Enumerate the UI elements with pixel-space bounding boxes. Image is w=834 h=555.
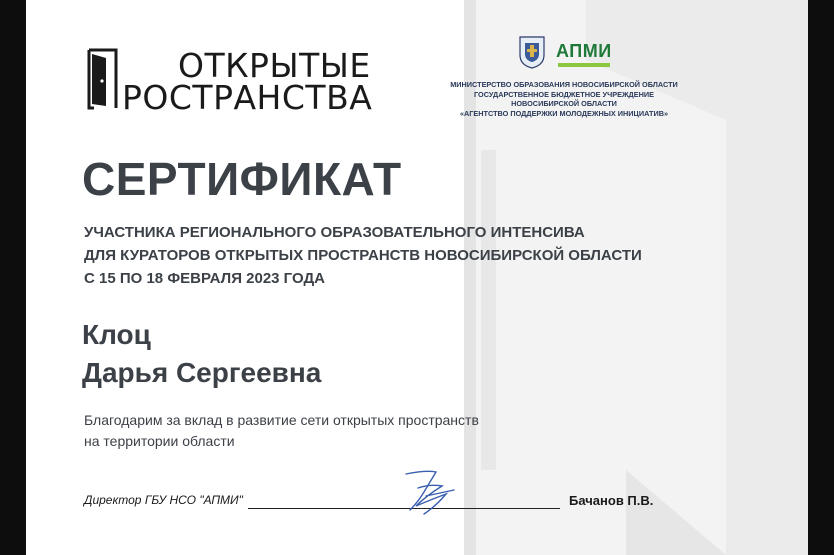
ministry-line: ГОСУДАРСТВЕННОЕ БЮДЖЕТНОЕ УЧРЕЖДЕНИЕ bbox=[474, 89, 654, 99]
frame-left bbox=[0, 0, 26, 555]
thanks-text bbox=[84, 410, 479, 452]
logo-open-spaces-line2: РОСТРАНСТВА bbox=[122, 78, 373, 117]
thanks-line: на территории области bbox=[84, 433, 235, 449]
coat-of-arms-icon bbox=[516, 35, 548, 69]
logo-open-spaces-line1: ОТКРЫТЫЕ bbox=[178, 46, 371, 85]
ministry-line: НОВОСИБИРСКОЙ ОБЛАСТИ bbox=[511, 99, 617, 109]
certificate-title: СЕРТИФИКАТ bbox=[82, 153, 402, 205]
apmi-wordmark: АПМИ bbox=[556, 41, 612, 61]
recipient-given-names: Дарья Сергеевна bbox=[82, 357, 322, 388]
certificate-subtitle bbox=[84, 221, 642, 290]
subtitle-line: УЧАСТНИКА РЕГИОНАЛЬНОГО ОБРАЗОВАТЕЛЬНОГО ИНТЕНСИВА bbox=[84, 224, 585, 241]
handwritten-signature bbox=[396, 466, 466, 518]
apmi-accent-bar bbox=[558, 63, 610, 67]
ministry-header bbox=[426, 80, 702, 118]
logo-open-spaces bbox=[86, 44, 386, 117]
signer-position: Директор ГБУ НСО "АПМИ" bbox=[84, 493, 243, 507]
recipient-name bbox=[82, 316, 321, 392]
subtitle-line: ДЛЯ КУРАТОРОВ ОТКРЫТЫХ ПРОСТРАНСТВ НОВОСИБИРСКОЙ ОБЛАСТИ bbox=[84, 247, 642, 264]
ministry-line: МИНИСТЕРСТВО ОБРАЗОВАНИЯ НОВОСИБИРСКОЙ ОБЛАСТИ bbox=[450, 80, 678, 89]
subtitle-line: С 15 ПО 18 ФЕВРАЛЯ 2023 ГОДА bbox=[84, 270, 325, 287]
ministry-line: «АГЕНТСТВО ПОДДЕРЖКИ МОЛОДЕЖНЫХ ИНИЦИАТИВ» bbox=[459, 108, 669, 118]
door-icon bbox=[86, 48, 126, 110]
frame-right bbox=[808, 0, 834, 555]
thanks-line: Благодарим за вклад в развитие сети открытых пространств bbox=[84, 412, 479, 428]
recipient-surname: Клоц bbox=[82, 319, 151, 350]
certificate-sheet bbox=[26, 0, 808, 555]
signer-name: Бачанов П.В. bbox=[569, 493, 654, 508]
logo-apmi bbox=[516, 35, 676, 75]
